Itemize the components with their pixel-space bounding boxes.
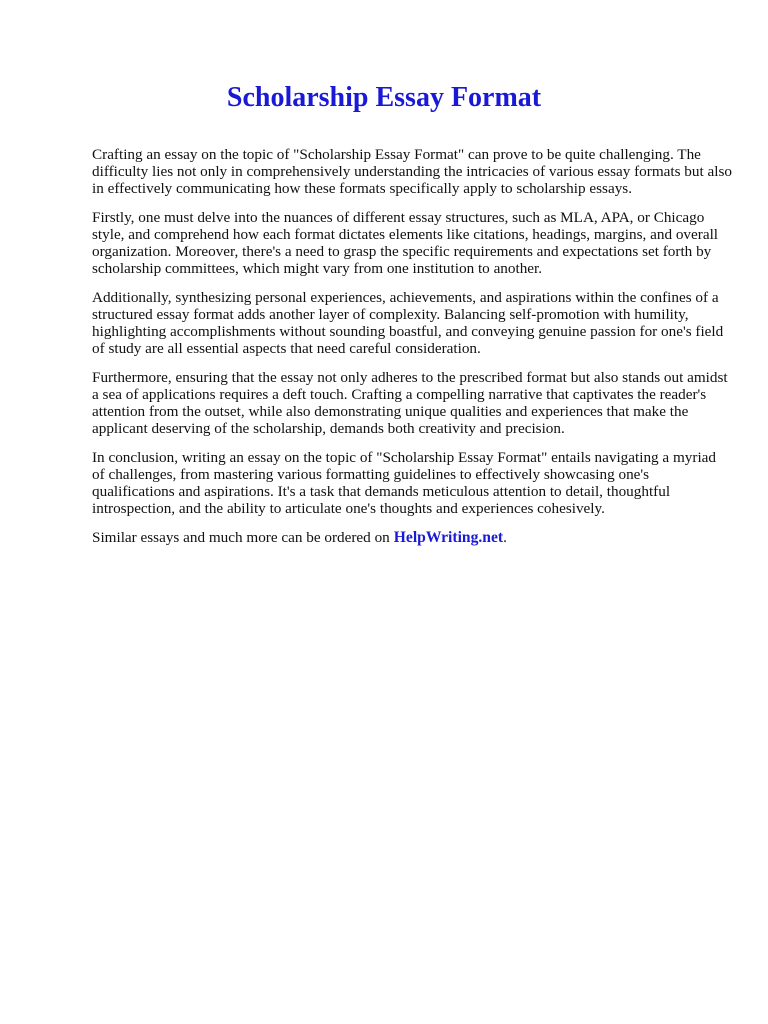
helpwriting-link[interactable]: HelpWriting.net xyxy=(393,529,504,546)
paragraph-4: Furthermore, ensuring that the essay not only adheres to the prescribed format but also stands out amidst a sea of applications requires a deft touch. Crafting a compelling narrative that captivates the reader's attention from the outset, while also demonstrating unique qualities and experiences that make the applicant deserving of the scholarship, demands both creativity and precision. xyxy=(92,369,728,437)
page-title: Scholarship Essay Format xyxy=(226,82,542,113)
footer-prefix: Similar essays and much more can be ordered on xyxy=(92,529,390,546)
paragraph-2: Firstly, one must delve into the nuances of different essay structures, such as MLA, APA, or Chicago style, and comprehend how each format dictates elements like citations, headings, margins, and overall organization. Moreover, there's a need to grasp the specific requirements and expectations set forth by scholarship committees, which might vary from one institution to another. xyxy=(92,209,719,277)
footer-suffix: . xyxy=(503,529,507,546)
footer-line xyxy=(92,529,732,546)
paragraph-5: In conclusion, writing an essay on the topic of "Scholarship Essay Format" entails navigating a myriad of challenges, from mastering various formatting guidelines to effectively showcasing one's qualifications and aspirations. It's a task that demands meticulous attention to detail, thoughtful introspection, and the ability to articulate one's thoughts and experiences cohesively. xyxy=(92,449,716,517)
paragraph-1: Crafting an essay on the topic of "Scholarship Essay Format" can prove to be quite challenging. The difficulty lies not only in comprehensively understanding the intricacies of various essay formats but also in effectively communicating how these formats specifically apply to scholarship essays. xyxy=(92,146,732,197)
paragraph-3: Additionally, synthesizing personal experiences, achievements, and aspirations within the confines of a structured essay format adds another layer of complexity. Balancing self-promotion with humility, highlighting accomplishments without sounding boastful, and conveying genuine passion for one's field of study are all essential aspects that need careful consideration. xyxy=(92,289,724,357)
essay-body xyxy=(92,146,732,558)
